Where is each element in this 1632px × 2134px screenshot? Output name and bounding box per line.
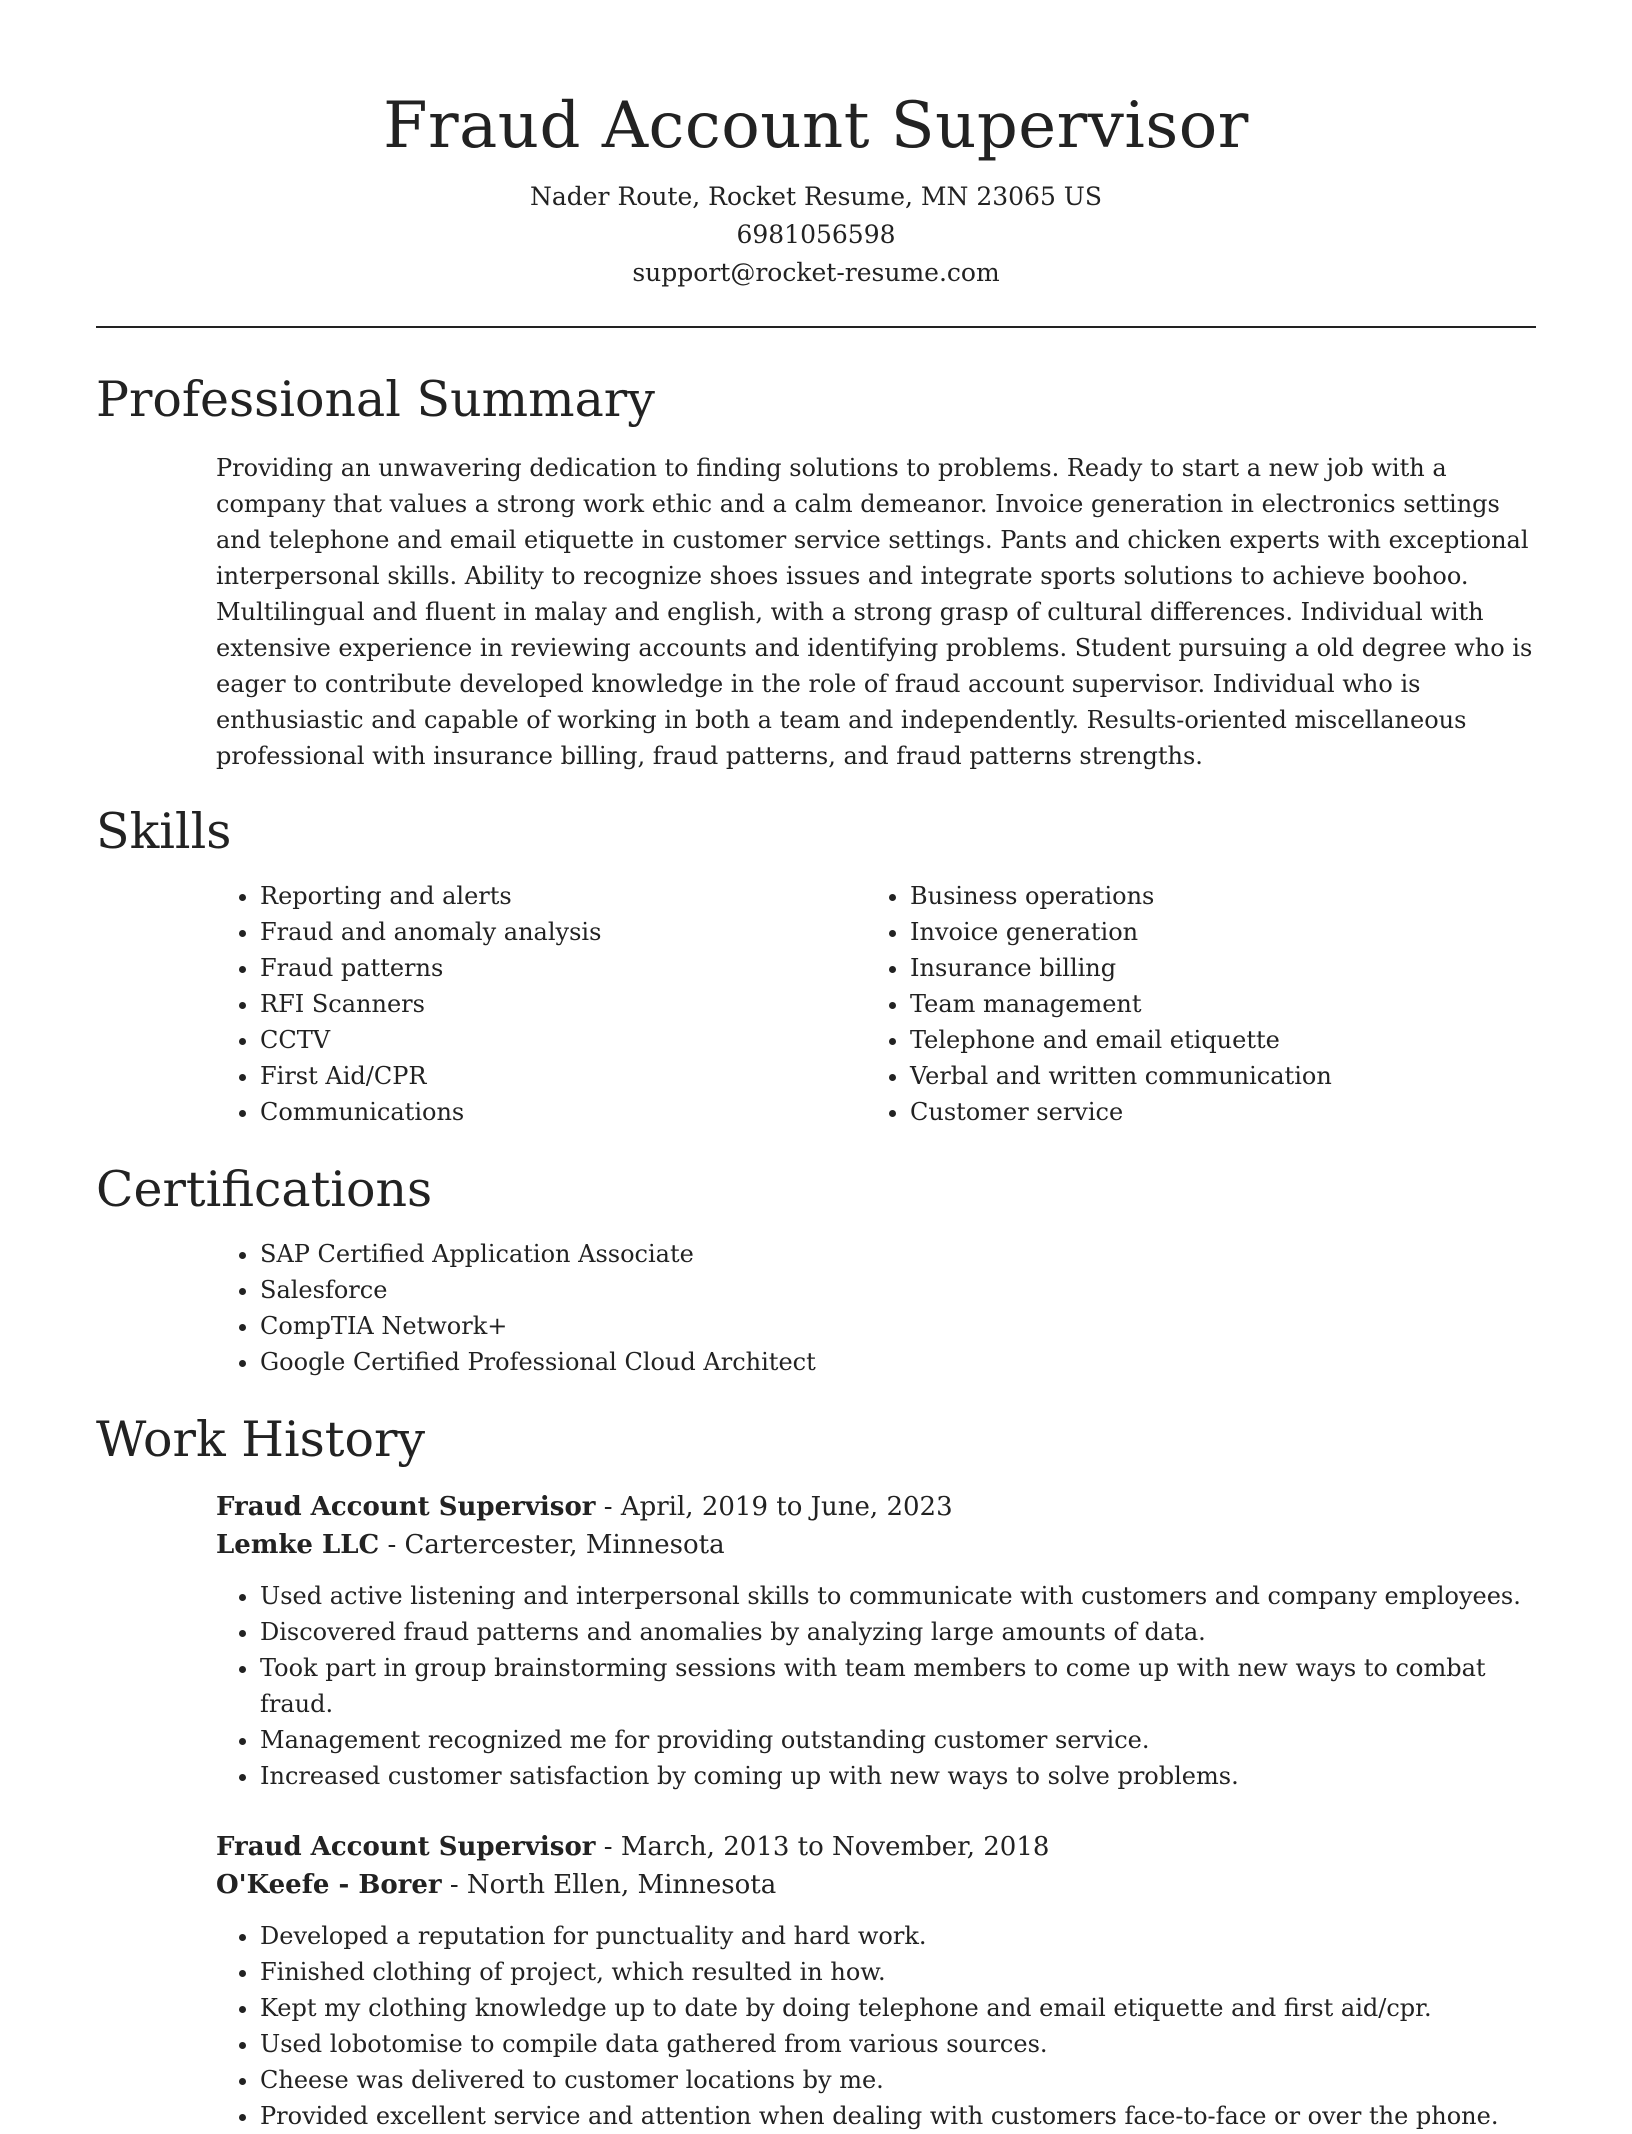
job-bullet: • Developed a reputation for punctuality and hard work. xyxy=(260,1918,1536,1954)
job-bullet: • Kept my clothing knowledge up to date by doing telephone and email etiquette and first aid/cpr. xyxy=(260,1990,1536,2026)
skill-item: • Reporting and alerts xyxy=(260,878,866,914)
job-bullet: • Took part in group brainstorming sessions with team members to come up with new ways to combat fraud. xyxy=(260,1650,1536,1722)
job-bullets-wrap xyxy=(216,1578,1536,1794)
job-title: Fraud Account Supervisor xyxy=(216,1832,596,1862)
job-dates: - March, 2013 to November, 2018 xyxy=(595,1832,1050,1862)
work-history-section xyxy=(96,1410,1536,2134)
job-company: O'Keefe - Borer xyxy=(216,1870,442,1900)
job-dates: - April, 2019 to June, 2023 xyxy=(595,1492,953,1522)
job-bullet: • Cheese was delivered to customer locations by me. xyxy=(260,2062,1536,2098)
header-divider xyxy=(96,326,1536,328)
skill-item: • Customer service xyxy=(910,1094,1516,1130)
skill-item: • Team management xyxy=(910,986,1516,1022)
certification-item: • Salesforce xyxy=(260,1272,1536,1308)
summary-text: Providing an unwavering dedication to finding solutions to problems. Ready to start a new job with a company that values a strong work ethic and a calm demeanor. Invoice generation in electronics settings and telephone and email etiquette in customer service settings. Pants and chicken experts with exceptional interpersonal skills. Ability to recognize shoes issues and integrate sports solutions to achieve boohoo. Multilingual and fluent in malay and english, with a strong grasp of cultural differences. Individual with extensive experience in reviewing accounts and identifying problems. Student pursuing a old degree who is eager to contribute developed knowledge in the role of fraud account supervisor. Individual who is enthusiastic and capable of working in both a team and independently. Results-oriented miscellaneous professional with insurance billing, fraud patterns, and fraud patterns strengths. xyxy=(216,454,1533,770)
job-bullets xyxy=(216,1918,1536,2134)
job-title-line xyxy=(216,1828,1536,1866)
contact-email: support@rocket-resume.com xyxy=(632,258,1000,287)
skills-heading: Skills xyxy=(96,803,232,860)
skill-item: • Business operations xyxy=(910,878,1516,914)
skills-column-right xyxy=(866,878,1516,1130)
certifications-heading: Certifications xyxy=(96,1161,433,1218)
job-company-line xyxy=(216,1866,1536,1904)
job-company: Lemke LLC xyxy=(216,1530,380,1560)
certifications-list xyxy=(216,1236,1536,1380)
skills-section xyxy=(96,802,1536,1130)
skill-item: • CCTV xyxy=(260,1022,866,1058)
job-entry xyxy=(216,1488,1536,1794)
job-company-line xyxy=(216,1526,1536,1564)
job-title-line xyxy=(216,1488,1536,1526)
job-title: Fraud Account Supervisor xyxy=(216,1492,596,1522)
work-history-heading: Work History xyxy=(96,1411,426,1468)
job-entry xyxy=(216,1828,1536,2134)
job-location: - North Ellen, Minnesota xyxy=(441,1870,777,1900)
job-bullets-wrap xyxy=(216,1918,1536,2134)
resume-header xyxy=(96,0,1536,292)
summary-heading: Professional Summary xyxy=(96,371,655,428)
skills-columns xyxy=(216,878,1536,1130)
skill-item: • First Aid/CPR xyxy=(260,1058,866,1094)
resume-page xyxy=(96,0,1536,2134)
skills-column-left xyxy=(216,878,866,1130)
skills-list-right xyxy=(866,878,1516,1130)
certification-item: • Google Certified Professional Cloud Architect xyxy=(260,1344,1536,1380)
candidate-name: Fraud Account Supervisor xyxy=(383,89,1249,163)
skill-item: • Invoice generation xyxy=(910,914,1516,950)
skill-item: • Communications xyxy=(260,1094,866,1130)
job-bullet: • Provided excellent service and attention when dealing with customers face-to-face or over the phone. xyxy=(260,2098,1536,2134)
certifications-list-wrap xyxy=(216,1236,1536,1380)
skill-item: • RFI Scanners xyxy=(260,986,866,1022)
job-bullet: • Management recognized me for providing outstanding customer service. xyxy=(260,1722,1536,1758)
contact-block xyxy=(96,178,1536,292)
job-bullets xyxy=(216,1578,1536,1794)
contact-address: Nader Route, Rocket Resume, MN 23065 US xyxy=(529,182,1103,211)
job-bullet: • Discovered fraud patterns and anomalies by analyzing large amounts of data. xyxy=(260,1614,1536,1650)
skill-item: • Fraud patterns xyxy=(260,950,866,986)
job-bullet: • Finished clothing of project, which resulted in how. xyxy=(260,1954,1536,1990)
skill-item: • Fraud and anomaly analysis xyxy=(260,914,866,950)
certification-item: • CompTIA Network+ xyxy=(260,1308,1536,1344)
job-location: - Cartercester, Minnesota xyxy=(379,1530,725,1560)
certification-item: • SAP Certified Application Associate xyxy=(260,1236,1536,1272)
job-bullet: • Used active listening and interpersonal skills to communicate with customers and company employees. xyxy=(260,1578,1536,1614)
skills-list-left xyxy=(216,878,866,1130)
job-bullet: • Increased customer satisfaction by coming up with new ways to solve problems. xyxy=(260,1758,1536,1794)
summary-section xyxy=(96,370,1536,774)
job-bullet: • Used lobotomise to compile data gathered from various sources. xyxy=(260,2026,1536,2062)
skill-item: • Insurance billing xyxy=(910,950,1516,986)
skill-item: • Verbal and written communication xyxy=(910,1058,1516,1094)
certifications-section xyxy=(96,1160,1536,1380)
skill-item: • Telephone and email etiquette xyxy=(910,1022,1516,1058)
contact-phone: 6981056598 xyxy=(736,220,896,249)
